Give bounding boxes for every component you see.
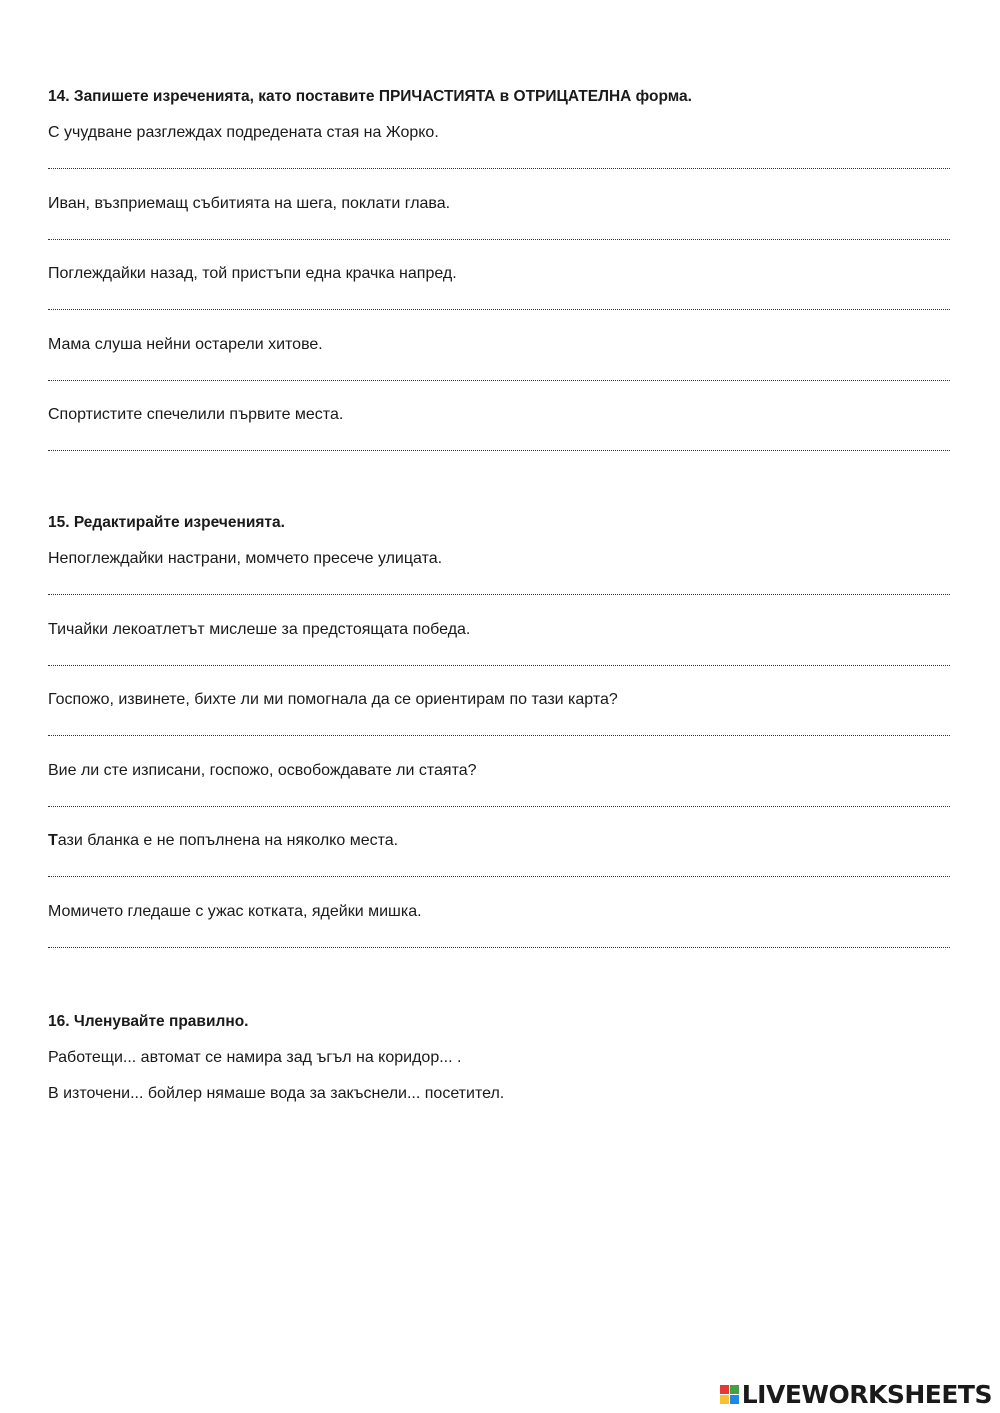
- section-15-sentence-4: Вие ли сте изписани, госпожо, освобождавате ли стаята?: [48, 762, 477, 779]
- section-15-sentence-2: Тичайки лекоатлетът мислеше за предстоящата победа.: [48, 621, 471, 638]
- liveworksheets-logo: [720, 1381, 992, 1407]
- logo-block: [730, 1385, 739, 1394]
- answer-line[interactable]: [48, 806, 950, 807]
- logo-block: [720, 1385, 729, 1394]
- answer-line[interactable]: [48, 309, 950, 310]
- logo-blocks-icon: [720, 1385, 739, 1404]
- section-14-sentence-4: Мама слуша нейни остарели хитове.: [48, 336, 323, 353]
- logo-text: LIVEWORKSHEETS: [741, 1379, 992, 1409]
- section-15-sentence-3: Госпожо, извинете, бихте ли ми помогнала да се ориентирам по тази карта?: [48, 691, 618, 708]
- section-14-sentence-1: С учудване разглеждах подредената стая на Жорко.: [48, 124, 439, 141]
- answer-line[interactable]: [48, 450, 950, 451]
- answer-line[interactable]: [48, 168, 950, 169]
- section-16-heading: 16. Членувайте правилно.: [48, 1013, 249, 1030]
- section-15-sentence-1: Непоглеждайки настрани, момчето пресече улицата.: [48, 550, 443, 567]
- section-14-sentence-3: Поглеждайки назад, той пристъпи една крачка напред.: [48, 265, 457, 282]
- answer-line[interactable]: [48, 876, 950, 877]
- section-16-sentence-1: Работещи... автомат се намира зад ъгъл на коридор... .: [48, 1049, 462, 1066]
- answer-line[interactable]: [48, 947, 950, 948]
- section-14-heading: 14. Запишете изреченията, като поставите ПРИЧАСТИЯТА в ОТРИЦАТЕЛНА форма.: [48, 88, 692, 105]
- logo-block: [720, 1395, 729, 1404]
- answer-line[interactable]: [48, 594, 950, 595]
- section-16-sentence-2: В източени... бойлер нямаше вода за закъснели... посетител.: [48, 1085, 505, 1102]
- section-15-sentence-6: Момичето гледаше с ужас котката, ядейки мишка.: [48, 903, 422, 920]
- logo-block: [730, 1395, 739, 1404]
- answer-line[interactable]: [48, 665, 950, 666]
- section-15-heading: 15. Редактирайте изреченията.: [48, 514, 285, 531]
- section-14-sentence-5: Спортистите спечелили първите места.: [48, 406, 344, 423]
- section-14-sentence-2: Иван, възприемащ събитията на шега, поклати глава.: [48, 195, 451, 212]
- section-15-sentence-5: Тази бланка е не попълнена на няколко места.: [48, 832, 399, 849]
- answer-line[interactable]: [48, 735, 950, 736]
- answer-line[interactable]: [48, 380, 950, 381]
- answer-line[interactable]: [48, 239, 950, 240]
